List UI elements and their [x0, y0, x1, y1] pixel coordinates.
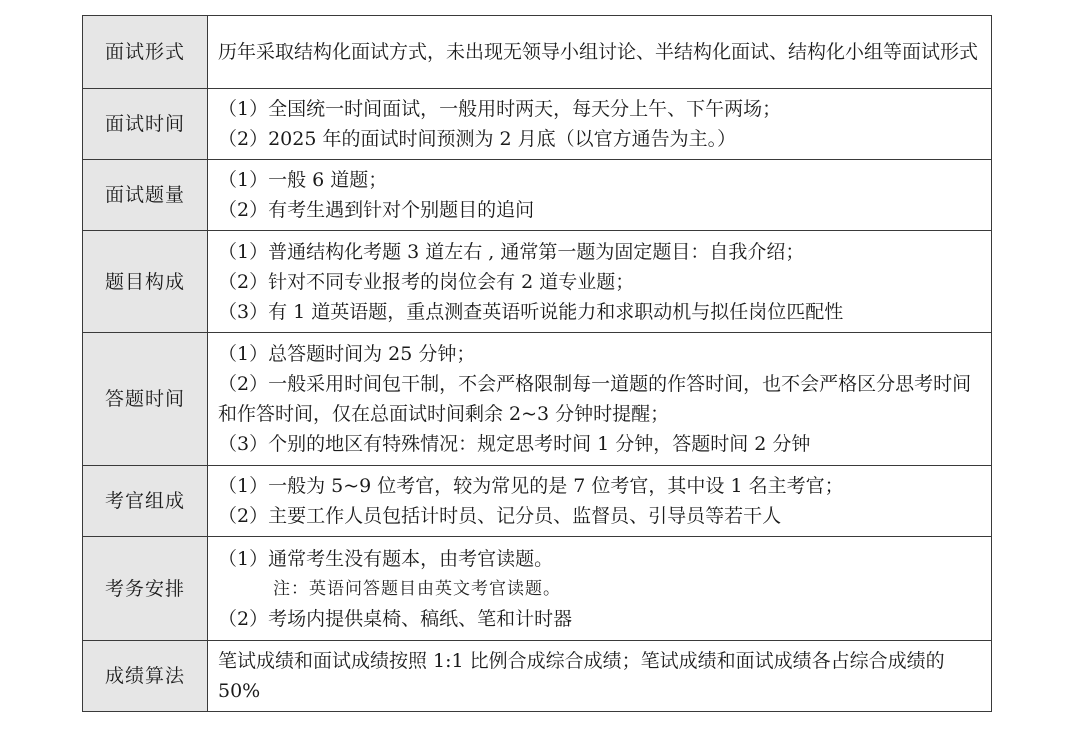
- content-line: （3）个别的地区有特殊情况：规定思考时间 1 分钟，答题时间 2 分钟: [218, 433, 811, 455]
- row-content: [208, 537, 992, 641]
- content-line: （1）一般为 5~9 位考官，较为常见的是 7 位考官，其中设 1 名主考官；: [218, 475, 844, 497]
- row-label: 答题时间: [83, 333, 208, 466]
- row-content: [208, 231, 992, 333]
- table-row: [83, 333, 992, 466]
- content-line: （1）通常考生没有题本，由考官读题。: [218, 547, 554, 570]
- content-line: （2）主要工作人员包括计时员、记分员、监督员、引导员等若干人: [218, 505, 782, 527]
- row-content: [208, 641, 992, 712]
- content-line: 笔试成绩和面试成绩按照 1:1 比例合成综合成绩；笔试成绩和面试成绩各占综合成绩的 50%: [218, 650, 945, 702]
- row-content: [208, 333, 992, 466]
- content-line: （2）针对不同专业报考的岗位会有 2 道专业题；: [218, 270, 635, 293]
- row-label: 考务安排: [83, 537, 208, 641]
- table-row: [83, 466, 992, 537]
- row-content: [208, 16, 992, 89]
- table-row: [83, 16, 992, 89]
- content-line: （3）有 1 道英语题，重点测查英语听说能力和求职动机与拟任岗位匹配性: [218, 300, 844, 323]
- content-line: （2）有考生遇到针对个别题目的追问: [218, 199, 535, 221]
- row-content: [208, 89, 992, 160]
- content-line: （2）2025 年的面试时间预测为 2 月底（以官方通告为主。）: [218, 128, 737, 150]
- content-line: （2）一般采用时间包干制，不会严格限制每一道题的作答时间，也不会严格区分思考时间和作答时间，仅在总面试时间剩余 2~3 分钟时提醒；: [218, 373, 972, 425]
- row-label: 面试题量: [83, 160, 208, 231]
- row-label: 考官组成: [83, 466, 208, 537]
- exam-info-table: [82, 15, 992, 712]
- row-label: 题目构成: [83, 231, 208, 333]
- row-label: 面试时间: [83, 89, 208, 160]
- table-row: [83, 231, 992, 333]
- content-line: （1）普通结构化考题 3 道左右 , 通常第一题为固定题目：自我介绍；: [218, 240, 805, 263]
- row-content: [208, 466, 992, 537]
- content-line: 历年采取结构化面试方式，未出现无领导小组讨论、半结构化面试、结构化小组等面试形式: [218, 41, 979, 63]
- table-row: [83, 641, 992, 712]
- table-row: [83, 160, 992, 231]
- content-line: （2）考场内提供桌椅、稿纸、笔和计时器: [218, 607, 573, 630]
- content-line: （1）全国统一时间面试，一般用时两天，每天分上午、下午两场；: [218, 98, 782, 120]
- content-line: （1）一般 6 道题；: [218, 169, 388, 191]
- table-row: [83, 89, 992, 160]
- content-line: （1）总答题时间为 25 分钟；: [218, 343, 476, 365]
- row-label: 成绩算法: [83, 641, 208, 712]
- row-label: 面试形式: [83, 16, 208, 89]
- table-row: [83, 537, 992, 641]
- row-content: [208, 160, 992, 231]
- english-question-note: 注：英语问答题目由英文考官读题。: [273, 578, 561, 599]
